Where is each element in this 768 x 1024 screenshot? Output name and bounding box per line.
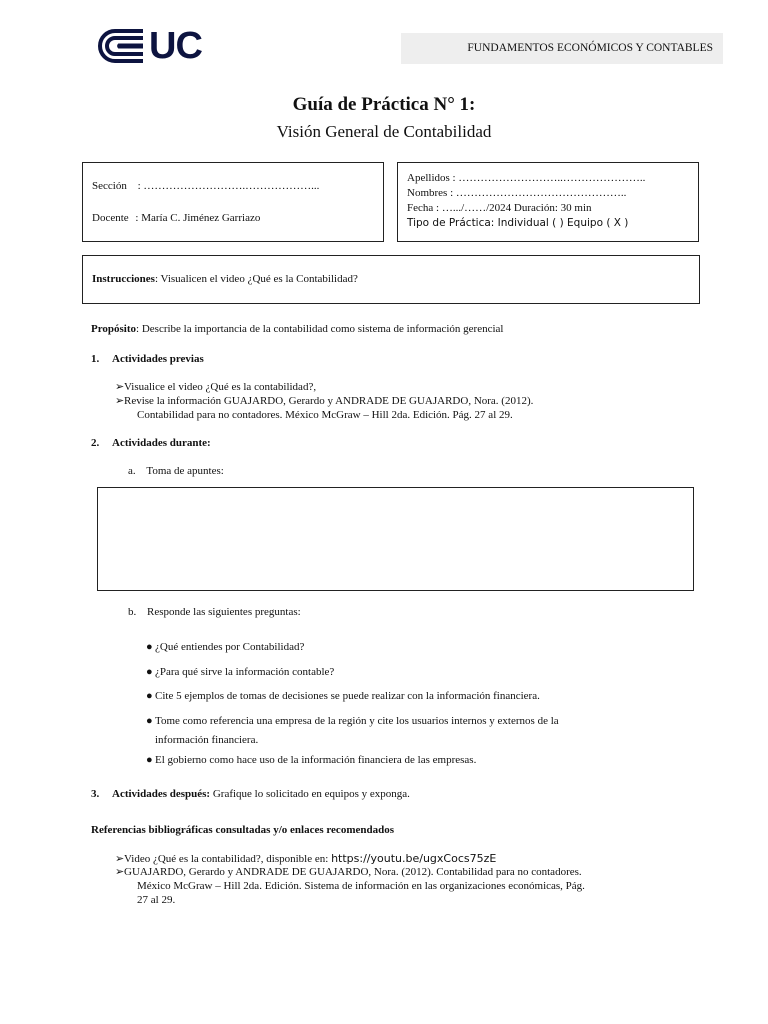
dot-bullet-icon: ● [146,641,153,653]
arrow-bullet-icon: ➢ [115,395,125,407]
apellidos-field: Apellidos : ………………………..………………….. [407,172,646,184]
section-2-number: 2. [91,437,100,449]
dot-bullet-icon: ● [146,666,153,678]
instructions-body: : Visualicen el video ¿Qué es la Contabilidad? [154,273,358,285]
section-1-heading [91,353,204,367]
purpose [91,323,503,337]
arrow-bullet-icon: ➢ [115,853,125,865]
arrow-bullet-icon: ➢ [115,381,125,393]
course-name: FUNDAMENTOS ECONÓMICOS Y CONTABLES [401,33,723,64]
instructions-text [92,273,358,287]
section-1-number: 1. [91,353,100,365]
question-item [146,641,304,655]
question-item [146,754,476,768]
instructions-label: Instrucciones [92,273,155,285]
uc-logo [97,25,202,67]
logo-text: UC [149,25,202,67]
list-item-text: Revise la información GUAJARDO, Gerardo y ANDRADE DE GUAJARDO, Nora. (2012). [124,395,534,407]
docente-row [92,212,260,226]
section-2-heading [91,437,211,451]
question-text: ¿Para qué sirve la información contable? [155,666,335,678]
reference-item [115,866,582,880]
tipo-practica-field: Tipo de Práctica: Individual ( ) Equipo ( X ) [407,217,629,229]
reference-text: GUAJARDO, Gerardo y ANDRADE DE GUAJARDO, Nora. (2012). Contabilidad para no contadores. [124,866,582,878]
question-item [146,690,540,704]
section-3-number: 3. [91,788,100,800]
section-3 [91,788,410,802]
purpose-label: Propósito [91,323,137,335]
list-item-text: Visualice el video ¿Qué es la contabilidad?, [124,381,317,393]
sub-item-b-letter: b. [128,606,137,618]
arrow-bullet-icon: ➢ [115,866,125,878]
sub-item-b [128,606,301,620]
references-heading: Referencias bibliográficas consultadas y/o enlaces recomendados [91,824,394,836]
reference-item [115,852,496,867]
sub-item-a-letter: a. [128,465,136,477]
student-info-box [397,162,699,242]
dot-bullet-icon: ● [146,715,153,727]
sub-item-b-text: Responde las siguientes preguntas: [147,606,301,618]
section-3-title: Actividades después: [112,788,211,800]
question-continuation: información financiera. [155,734,259,746]
docente-label: Docente [92,212,129,224]
purpose-text: : Describe la importancia de la contabilidad como sistema de información gerencial [136,323,504,335]
list-item [115,395,665,409]
question-item [146,666,334,680]
reference-continuation: 27 al 29. [137,894,176,906]
seccion-value: : ……………………….………………... [137,180,320,192]
fecha-field: Fecha : ….../……/2024 Duración: 30 min [407,202,592,214]
section-3-text: Grafique lo solicitado en equipos y exponga. [210,788,410,800]
reference-link[interactable]: https://youtu.be/ugxCocs75zE [331,852,497,865]
docente-value: : María C. Jiménez Garriazo [135,212,261,224]
dot-bullet-icon: ● [146,690,153,702]
sub-item-a-text: Toma de apuntes: [146,465,224,477]
question-text: Tome como referencia una empresa de la región y cite los usuarios internos y externos de la [155,715,559,727]
section-2-title: Actividades durante: [112,437,211,449]
uc-logo-mark-icon [97,28,145,64]
list-item-continuation: Contabilidad para no contadores. México McGraw – Hill 2da. Edición. Pág. 27 al 29. [137,409,513,421]
section-info-box [82,162,384,242]
question-text: ¿Qué entiendes por Contabilidad? [155,641,305,653]
seccion-label: Sección [92,180,127,192]
dot-bullet-icon: ● [146,754,153,766]
page-title: Guía de Práctica N° 1: [292,94,476,115]
sub-item-a [128,465,224,479]
section-1-title: Actividades previas [112,353,204,365]
reference-continuation: México McGraw – Hill 2da. Edición. Sistema de información en las organizaciones económicas, Pág. [137,880,585,892]
reference-text: Video ¿Qué es la contabilidad?, disponible en: [124,853,332,865]
question-text: Cite 5 ejemplos de tomas de decisiones se puede realizar con la información financiera. [155,690,540,702]
nombres-field: Nombres : ……………………………………….. [407,187,627,199]
instructions-box [82,255,700,304]
question-item [146,715,559,729]
page-subtitle: Visión General de Contabilidad [276,122,492,141]
seccion-row [92,180,319,194]
notes-box[interactable] [97,487,694,591]
question-text: El gobierno como hace uso de la información financiera de las empresas. [155,754,477,766]
list-item [115,381,316,395]
